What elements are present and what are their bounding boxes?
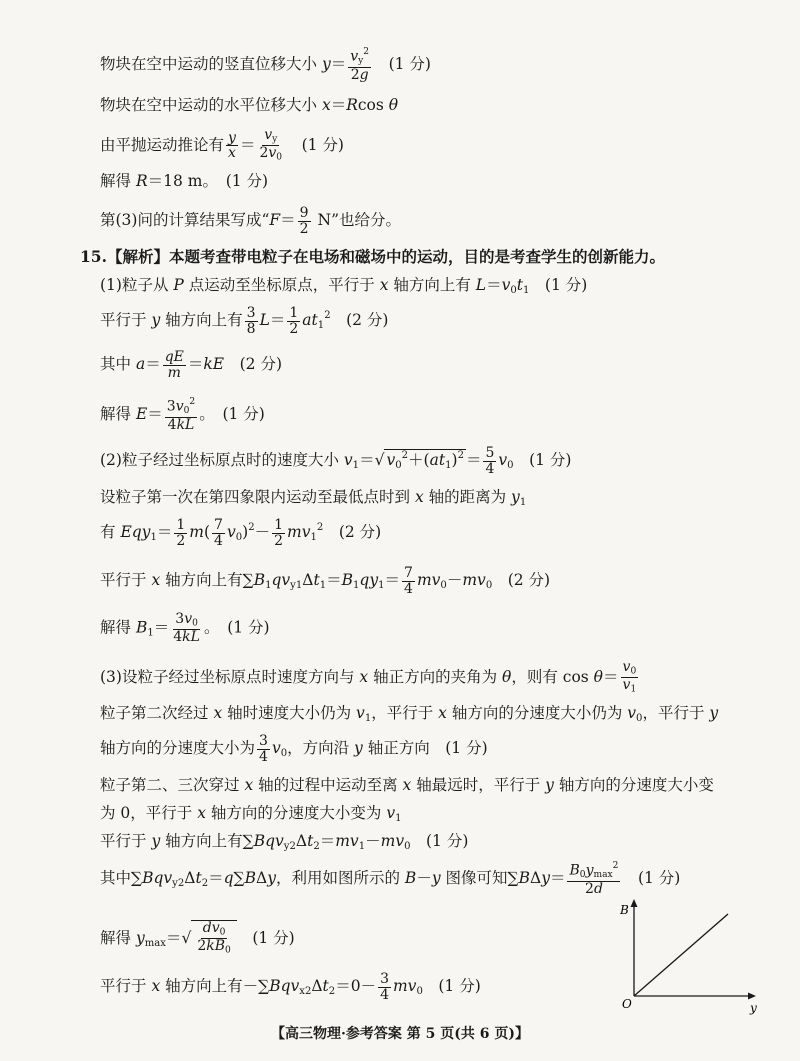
page-footer: 【高三物理·参考答案 第 5 页(共 6 页)】 bbox=[271, 1026, 529, 1042]
line-part1-y: 平行于 y 轴方向上有 $\frac{3}{8}$ L＝ $\frac{1}{2}$ $at_1^2$ (2 分) bbox=[100, 305, 389, 337]
line-result-R: 解得 R＝18 m。 (1 分) bbox=[100, 172, 269, 190]
line-part3-x-momentum: 平行于 x 轴方向上有$-\sum Bqv_{x2}\Delta t_2=0-$ $\frac{3}{4}$ $mv_0$ (1 分) bbox=[100, 971, 481, 1003]
line-result-B1: 解得 $B_1=$ $\frac{3v_0}{4kL}$ 。 (1 分) bbox=[100, 611, 270, 646]
origin-label: O bbox=[622, 997, 632, 1011]
line-result-ymax: 解得 $y_{max}=√$ $\frac{dv_0}{2kB_0}$ (1 分) bbox=[100, 920, 295, 956]
line-part3-graph-area: 其中$\sum Bqv_{y2}\Delta t_2=q\sum B\Delta y$，利用如图所示的 B－y 图像可知∑BΔy＝ $\frac{B_0y_{max}^2}{2d}$ (1 分) bbox=[100, 861, 681, 897]
b-axis-arrow bbox=[631, 899, 638, 907]
line-part3-y-component: 轴方向的分速度大小为 $\frac{3}{4}$ $v_0$，方向沿 y 轴正方向 (1 分) bbox=[100, 733, 488, 765]
y-axis-arrow bbox=[748, 993, 756, 1000]
line-part3-zero: 为 0，平行于 x 轴方向的分速度大小变为 $v_1$ bbox=[100, 804, 402, 825]
line-note-F: 第(3)问的计算结果写成“F＝ $\frac{9}{2}$ N”也给分。 bbox=[100, 205, 402, 237]
b-y-line bbox=[634, 914, 728, 996]
line-part3-y-momentum: 平行于 y 轴方向上有$\sum Bqv_{y2}\Delta t_2=mv_1-mv_0$ (1 分) bbox=[100, 832, 469, 853]
y-axis-label: y bbox=[750, 1001, 757, 1015]
b-y-graph bbox=[610, 896, 760, 1016]
line-part2-momentum: 平行于 x 轴方向上有$\sum B_1qv_{y1}\Delta t_1=B_1qy_1=$ $\frac{7}{4}$ $mv_0-mv_0$ (2 分) bbox=[100, 565, 551, 597]
line-part2-assume: 设粒子第一次在第四象限内运动至最低点时到 x 轴的距离为 $y_1$ bbox=[100, 488, 527, 509]
line-part2-speed: (2)粒子经过坐标原点时的速度大小 $v_1=√$ $v_0^2+(at_1)^2$ ＝ $\frac{5}{4}$ $v_0$ (1 分) bbox=[100, 445, 572, 477]
line-part1-x: (1)粒子从 P 点运动至坐标原点，平行于 x 轴方向上有 $L=v_0t_1$ (1 分) bbox=[100, 276, 588, 297]
line-acceleration: 其中 a＝ $\frac{qE}{m}$ ＝kE (2 分) bbox=[100, 349, 283, 381]
line-vertical-displacement: 物块在空中运动的竖直位移大小 y＝ $\frac{v_y^2}{2g}$ (1 分) bbox=[100, 47, 431, 83]
line-part2-energy: 有 Eqy$_1$＝ $\frac{1}{2}$ m( $\frac{7}{4}$ $v_0)^2-$ $\frac{1}{2}$ $mv_1^2$ (2 分) bbox=[100, 517, 382, 549]
line-part3-farthest: 粒子第二、三次穿过 x 轴的过程中运动至离 x 轴最远时，平行于 y 轴方向的分速度大小变 bbox=[100, 776, 714, 794]
b-axis-label: B bbox=[620, 903, 629, 917]
line-part3-second-pass: 粒子第二次经过 x 轴时速度大小仍为 $v_1$，平行于 x 轴方向的分速度大小仍为 $v_0$，平行于 y bbox=[100, 704, 719, 725]
line-result-E: 解得 E＝ $\frac{3v_0^2}{4kL}$ 。 (1 分) bbox=[100, 397, 265, 433]
line-projectile-inference: 由平抛运动推论有 $\frac{y}{x}$ ＝ $\frac{v_y}{2v_0}$ (1 分) bbox=[100, 127, 344, 163]
question-15-heading: 15.【解析】本题考查带电粒子在电场和磁场中的运动，目的是考查学生的创新能力。 bbox=[80, 247, 665, 266]
line-part3-angle: (3)设粒子经过坐标原点时速度方向与 x 轴正方向的夹角为 θ，则有 cos θ＝ $\frac{v_0}{v_1}$ bbox=[100, 659, 637, 695]
line-horizontal-displacement: 物块在空中运动的水平位移大小 x＝Rcos θ bbox=[100, 96, 399, 114]
fraction: $\frac{v_y^2}{2g}$ bbox=[350, 47, 370, 83]
